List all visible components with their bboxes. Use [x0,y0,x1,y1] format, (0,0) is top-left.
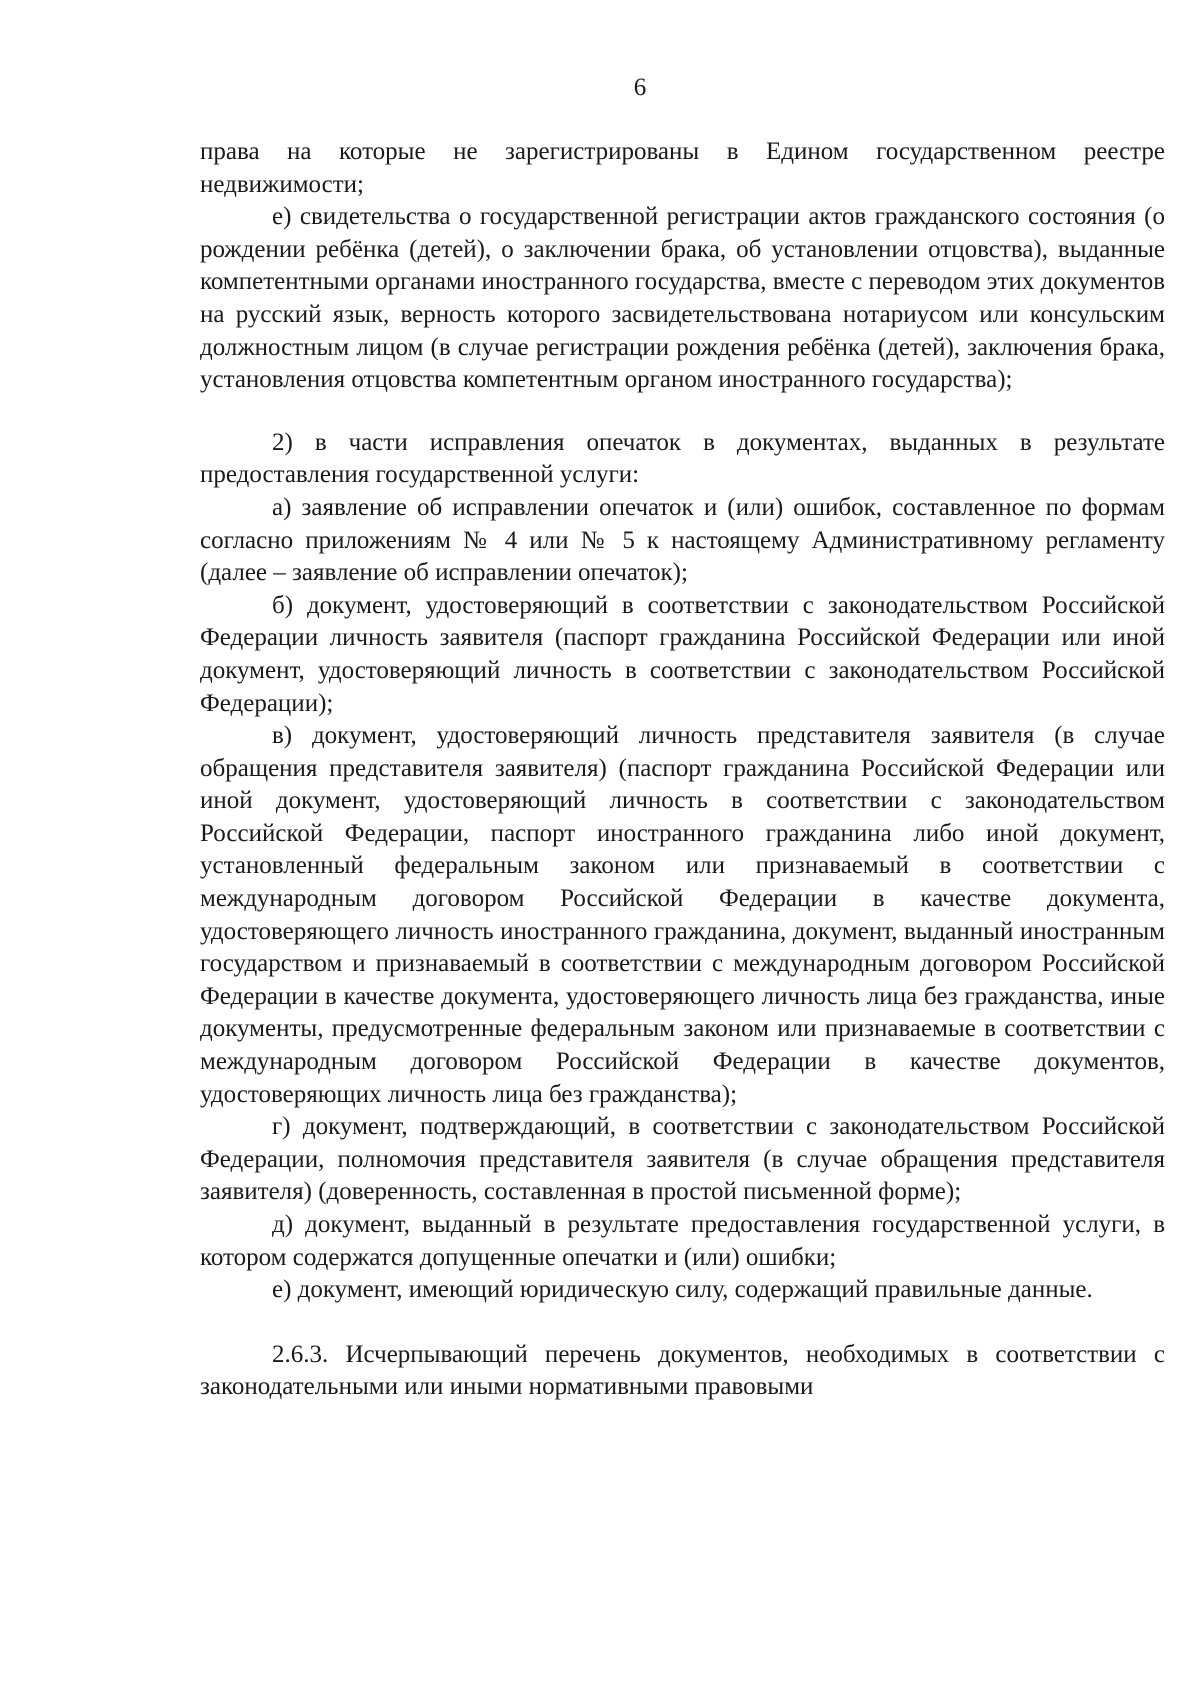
paragraph-section-2-6-3: 2.6.3. Исчерпывающий перечень документов, необходимых в соответствии с законодательными или иными нормативными правовыми [200,1340,1165,1401]
paragraph-item-v-representative-id: в) документ, удостоверяющий личность представителя заявителя (в случае обращения представителя заявителя) (паспорт гражданина Российской Федерации или иной документ, удостоверяющий личность в соответствии с законодательством Российской Федерации, паспорт иностранного гражданина либо иной документ, установленный федеральным законом или признаваемый в соответствии с международным договором Российской Федерации в качестве документа, удостоверяющего личность иностранного гражданина, документ, выданный иностранным государством и признаваемый в соответствии с международным договором Российской Федерации в качестве документа, удостоверяющего личность лица без гражданства, иные документы, предусмотренные федеральным законом или признаваемые в соответствии с международным договором Российской Федерации в качестве документов, удостоверяющих личность лица без гражданства); [200,722,1165,1108]
page-number: 6 [633,74,647,101]
paragraph-item-a-application: а) заявление об исправлении опечаток и (или) ошибок, составленное по формам согласно приложениям № 4 или № 5 к настоящему Административному регламенту (далее – заявление об исправлении опечаток); [200,493,1165,587]
document-body [200,136,1165,1404]
paragraph-item-e-correct-data: е) документ, имеющий юридическую силу, содержащий правильные данные. [272,1276,1093,1304]
paragraph-continuation: права на которые не зарегистрированы в Едином государственном реестре недвижимости; [200,138,1165,198]
paragraph-item-d-issued-document: д) документ, выданный в результате предоставления государственной услуги, в котором содержатся допущенные опечатки и (или) ошибки; [200,1211,1165,1271]
paragraph-item-g-power-of-attorney: г) документ, подтверждающий, в соответствии с законодательством Российской Федерации, полномочия представителя заявителя (в случае обращения представителя заявителя) (доверенность, составленная в простой письменной форме); [200,1113,1165,1206]
paragraph-item-2-typo-correction: 2) в части исправления опечаток в документах, выданных в результате предоставления государственной услуги: [200,428,1165,489]
paragraph-item-b-applicant-id: б) документ, удостоверяющий в соответствии с законодательством Российской Федерации личность заявителя (паспорт гражданина Российской Федерации или иной документ, удостоверяющий личность в соответствии с законодательством Российской Федерации); [200,591,1165,717]
paragraph-item-e-certificates: е) свидетельства о государственной регистрации актов гражданского состояния (о рождении ребёнка (детей), о заключении брака, об установлении отцовства), выданные компетентными органами иностранного государства, вместе с переводом этих документов на русский язык, верность которого засвидетельствована нотариусом или консульским должностным лицом (в случае регистрации рождения ребёнка (детей), заключения брака, установления отцовства компетентным органом иностранного государства); [200,203,1165,394]
